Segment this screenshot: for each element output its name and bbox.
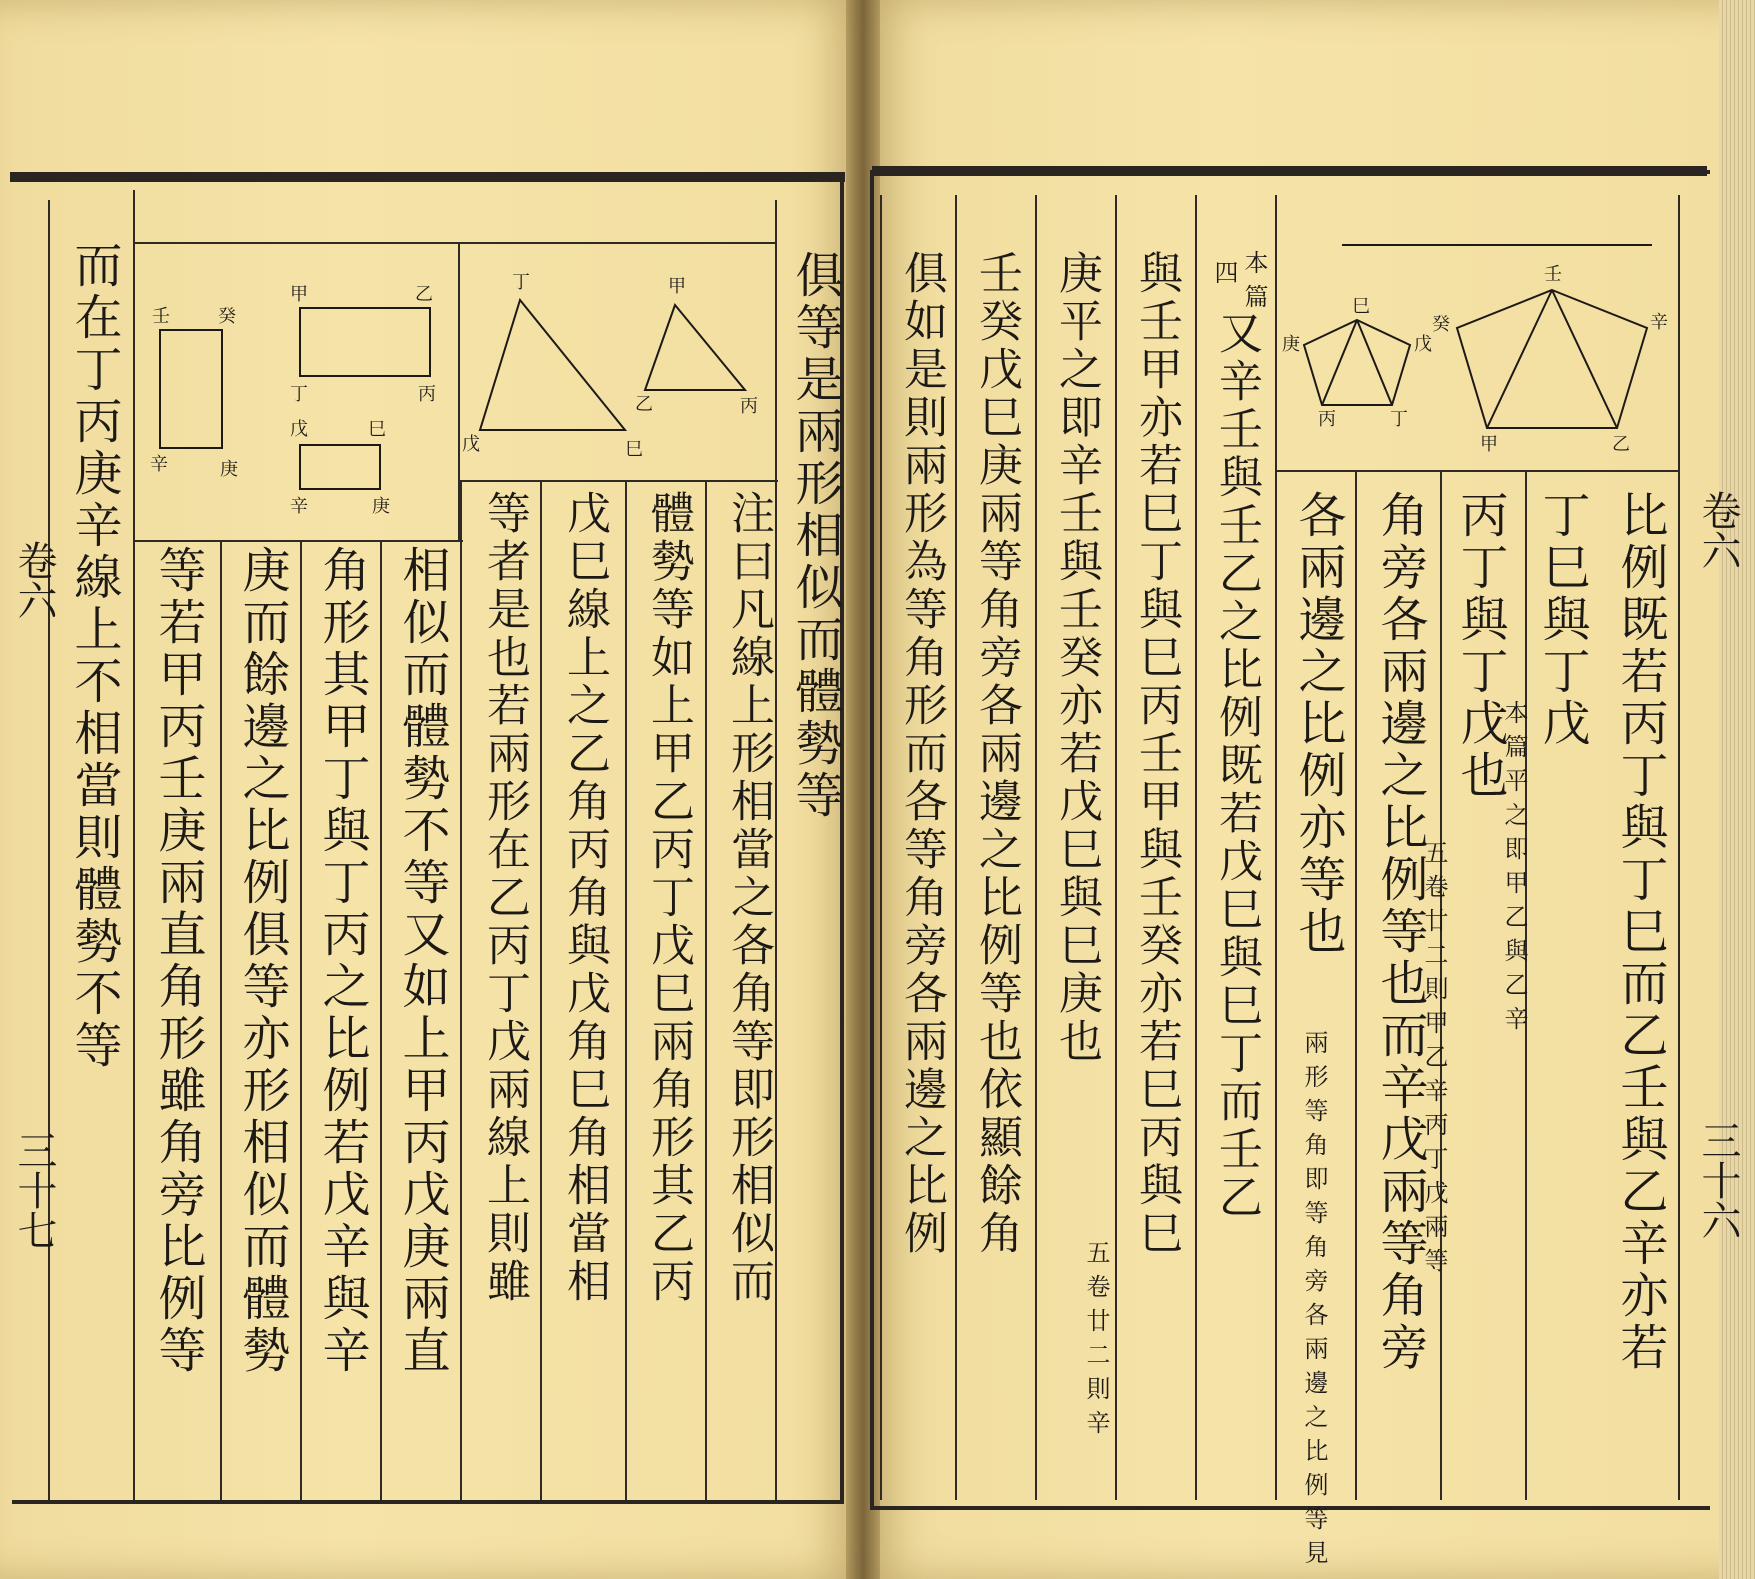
label-jia-t: 甲 — [668, 276, 686, 297]
text-column: 與壬甲亦若巳丁與巳丙壬甲與壬癸亦若巳丙與巳 — [1131, 250, 1182, 1258]
label-bing: 丙 — [418, 384, 436, 405]
note-column: 本篇 — [1240, 250, 1268, 318]
label-yi-t: 乙 — [635, 394, 653, 415]
text-column: 庚而餘邊之比例俱等亦形相似而體勢 — [234, 545, 290, 1377]
column-rule — [1355, 470, 1357, 1500]
heading-column: 俱等是兩形相似而體勢等 — [787, 250, 843, 822]
column-rule — [1195, 195, 1197, 1500]
label-si: 巳 — [368, 419, 386, 440]
label-xin-p: 辛 — [1650, 312, 1668, 333]
text-column: 等若甲丙壬庚兩直角形雖角旁比例等 — [150, 545, 206, 1377]
figure-box-bottom — [460, 480, 778, 482]
column-rule — [880, 195, 882, 1500]
text-column: 比例既若丙丁與丁巳而乙壬與乙辛亦若 — [1612, 490, 1668, 1374]
left-page-number: 三十七 — [11, 1130, 57, 1250]
text-column: 戊巳線上之乙角丙角與戊角巳角相當相 — [559, 490, 610, 1306]
label-jia: 甲 — [290, 284, 308, 305]
label-yi-p: 乙 — [1612, 434, 1630, 455]
text-column: 丙丁與丁戊也 — [1452, 490, 1508, 802]
pentagons-figure — [1282, 200, 1676, 465]
text-column: 相似而體勢不等又如上甲丙戊庚兩直 — [394, 545, 450, 1377]
column-rule — [955, 195, 957, 1500]
figure-box-bottom — [1275, 470, 1678, 472]
text-column: 角旁各兩邊之比例等也而辛戊兩等角旁 — [1372, 490, 1428, 1374]
label-ding: 丁 — [290, 384, 308, 405]
text-column: 注曰凡線上形相當之各角等即形相似而 — [723, 490, 774, 1306]
text-column: 又辛壬與壬乙之比例既若戊巳與巳丁而壬乙 — [1211, 310, 1262, 1222]
note-column: 本篇平之即甲乙與乙辛 — [1500, 700, 1528, 1040]
text-column: 角形其甲丁與丁丙之比例若戊辛與辛 — [314, 545, 370, 1377]
note-column: 兩形等角即等角旁各兩邊之比例等見 — [1300, 1030, 1328, 1574]
label-si-t: 巳 — [625, 439, 643, 460]
column-rule — [133, 190, 135, 1500]
text-column: 庚平之即辛壬與壬癸亦若戊巳與巳庚也 — [1051, 250, 1102, 1066]
right-page-number: 三十六 — [1695, 1120, 1741, 1240]
label-yi: 乙 — [415, 284, 433, 305]
label-gui: 癸 — [218, 306, 236, 327]
text-column: 俱如是則兩形為等角形而各等角旁各兩邊之比例 — [896, 250, 947, 1258]
label-wu: 戊 — [290, 419, 308, 440]
column-rule — [1115, 195, 1117, 1500]
label-wu-p: 戊 — [1414, 334, 1432, 355]
column-rule — [380, 540, 382, 1500]
column-rule — [1678, 195, 1680, 1500]
label-ren: 壬 — [152, 306, 170, 327]
right-margin-title: 卷六 — [1695, 490, 1741, 570]
label-xin-b: 辛 — [290, 496, 308, 517]
text-column: 壬癸戊巳庚兩等角旁各兩邊之比例等也依顯餘角 — [971, 250, 1022, 1258]
text-column: 等者是也若兩形在乙丙丁戊兩線上則雖 — [479, 490, 530, 1306]
column-rule — [540, 480, 542, 1500]
column-rule — [48, 200, 50, 1500]
note-column: 四 — [1210, 260, 1238, 294]
label-geng-b: 庚 — [372, 496, 390, 517]
note-column: 五卷廿二則辛 — [1082, 1240, 1110, 1444]
page-edges — [1719, 0, 1755, 1579]
note-column: 五卷廿二則甲乙辛丙丁戊兩等 — [1420, 840, 1448, 1282]
label-bing-t: 丙 — [740, 396, 758, 417]
figure-box-top — [133, 242, 775, 244]
label-si-p: 巳 — [1352, 296, 1370, 317]
column-rule — [1275, 195, 1277, 1500]
label-ding-p: 丁 — [1390, 409, 1408, 430]
text-column: 各兩邊之比例亦等也 — [1290, 490, 1346, 958]
label-bing-p: 丙 — [1318, 409, 1336, 430]
column-rule — [300, 540, 302, 1500]
text-column: 丁巳與丁戊 — [1534, 490, 1590, 750]
column-rule — [220, 540, 222, 1500]
triangles-figure — [460, 250, 775, 480]
label-ren-p: 壬 — [1544, 264, 1562, 285]
label-gui-p: 癸 — [1432, 314, 1450, 335]
column-rule — [625, 480, 627, 1500]
label-ding-t: 丁 — [512, 272, 530, 293]
text-column: 而在丁丙庚辛線上不相當則體勢不等 — [66, 240, 122, 1072]
column-rule — [705, 480, 707, 1500]
left-margin-title: 卷六 — [11, 540, 57, 620]
text-column: 體勢等如上甲乙丙丁戊巳兩角形其乙丙 — [643, 490, 694, 1306]
label-geng-p: 庚 — [1282, 334, 1300, 355]
figure-box-bottom — [133, 540, 463, 542]
label-xin: 辛 — [150, 454, 168, 475]
label-geng: 庚 — [220, 459, 238, 480]
column-rule — [1035, 195, 1037, 1500]
label-wu-t: 戊 — [462, 434, 480, 455]
label-jia-p: 甲 — [1480, 434, 1498, 455]
column-rule — [460, 480, 462, 1500]
rectangles-figure — [140, 250, 455, 535]
